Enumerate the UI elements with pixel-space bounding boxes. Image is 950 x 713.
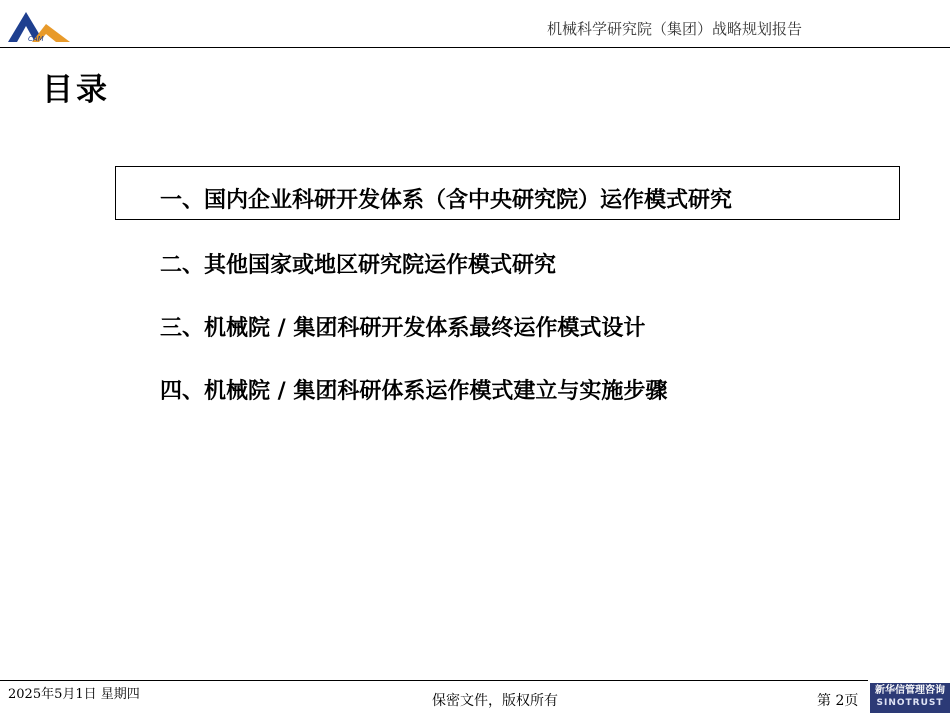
sinotrust-logo — [870, 683, 950, 713]
company-logo — [6, 6, 72, 46]
page-number: 第 2页 — [817, 693, 859, 709]
toc-item-4[interactable]: 四、机械院 / 集团科研体系运作模式建立与实施步骤 — [160, 379, 668, 404]
brand-name-cn: 新华信管理咨询 — [875, 685, 945, 696]
logo-text: CAM — [28, 35, 44, 43]
brand-name-en: SINOTRUST — [876, 698, 944, 708]
page-title: 目录 — [42, 72, 110, 108]
footer-date: 2025年5月1日 星期四 — [8, 687, 140, 702]
header-divider — [0, 47, 950, 48]
toc-item-3[interactable]: 三、机械院 / 集团科研开发体系最终运作模式设计 — [160, 316, 646, 341]
footer-confidential-notice: 保密文件，版权所有 — [432, 693, 558, 709]
logo-mountain-icon — [6, 6, 72, 46]
report-title: 机械科学研究院（集团）战略规划报告 — [546, 20, 802, 38]
toc-item-2[interactable]: 二、其他国家或地区研究院运作模式研究 — [160, 253, 557, 278]
footer-divider — [0, 680, 868, 681]
toc-item-1[interactable]: 一、国内企业科研开发体系（含中央研究院）运作模式研究 — [160, 188, 733, 213]
